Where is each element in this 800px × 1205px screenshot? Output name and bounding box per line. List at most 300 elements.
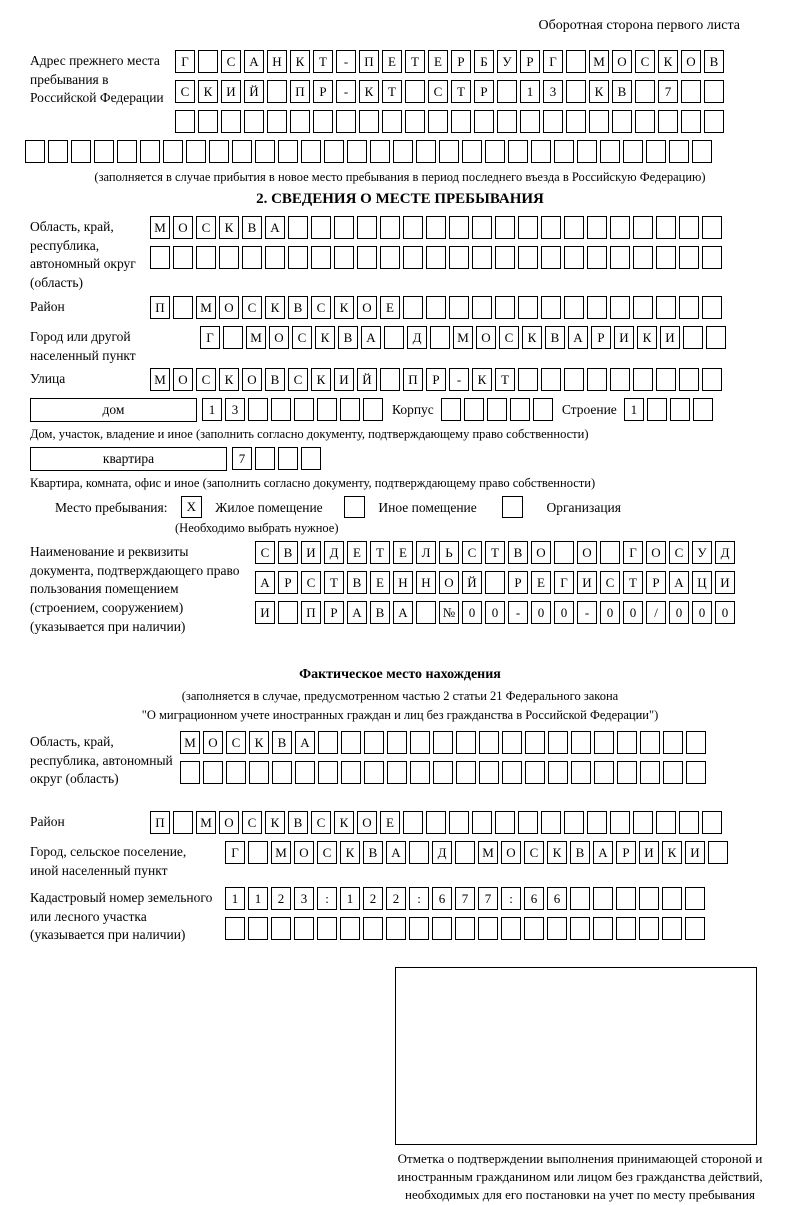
char-cell <box>589 110 609 133</box>
char-cell <box>472 296 492 319</box>
char-cell <box>571 761 591 784</box>
char-cell: Р <box>508 571 528 594</box>
char-cell <box>541 368 561 391</box>
char-cell: О <box>242 368 262 391</box>
char-cell <box>290 110 310 133</box>
char-cell <box>295 761 315 784</box>
char-cell <box>357 246 377 269</box>
char-cell <box>455 841 475 864</box>
char-cell <box>531 140 551 163</box>
char-grid-row <box>202 398 386 417</box>
char-cell <box>186 140 206 163</box>
char-cell: Т <box>370 541 390 564</box>
char-cell <box>640 731 660 754</box>
char-cell: К <box>219 368 239 391</box>
char-cell <box>497 110 517 133</box>
char-cell <box>495 246 515 269</box>
char-grid-row <box>25 140 800 164</box>
checkbox-residential: X <box>181 496 202 518</box>
char-cell <box>679 368 699 391</box>
char-cell: И <box>639 841 659 864</box>
char-cell: Т <box>451 80 471 103</box>
char-cell: 0 <box>485 601 505 624</box>
char-cell: 7 <box>478 887 498 910</box>
district-block <box>0 296 800 320</box>
char-cell: Р <box>520 50 540 73</box>
char-cell <box>428 110 448 133</box>
char-cell <box>209 140 229 163</box>
city-label: Город или другой населенный пункт <box>30 329 136 363</box>
char-cell <box>635 110 655 133</box>
char-cell <box>370 140 390 163</box>
char-cell <box>518 296 538 319</box>
char-cell <box>173 811 193 834</box>
char-cell: С <box>175 80 195 103</box>
char-cell <box>439 140 459 163</box>
char-cell <box>623 140 643 163</box>
stay-type-caption: (Необходимо выбрать нужное) <box>175 521 339 535</box>
char-cell <box>426 246 446 269</box>
char-cell <box>221 110 241 133</box>
char-cell: Т <box>495 368 515 391</box>
char-cell: Р <box>426 368 446 391</box>
char-cell <box>518 246 538 269</box>
char-cell: Т <box>485 541 505 564</box>
char-cell <box>364 731 384 754</box>
char-cell <box>267 80 287 103</box>
char-cell <box>198 50 218 73</box>
char-cell <box>403 811 423 834</box>
char-grid-row <box>255 601 800 625</box>
stamp-caption: Отметка о подтверждении выполнения принимающей стороной и иностранным гражданином или лицом без гражданства действий, необходимых для его постановки на учет по месту пребывания <box>397 1151 763 1203</box>
char-cell: Б <box>474 50 494 73</box>
char-cell <box>449 811 469 834</box>
house-box-label: дом <box>30 398 197 422</box>
char-cell: С <box>196 368 216 391</box>
char-cell <box>248 841 268 864</box>
char-cell <box>265 246 285 269</box>
char-cell: 0 <box>554 601 574 624</box>
char-cell <box>593 887 613 910</box>
char-cell: Н <box>393 571 413 594</box>
char-cell <box>610 368 630 391</box>
char-cell <box>554 541 574 564</box>
char-cell: О <box>219 811 239 834</box>
char-cell: У <box>497 50 517 73</box>
char-cell: Г <box>554 571 574 594</box>
char-cell <box>478 917 498 940</box>
char-cell: А <box>265 216 285 239</box>
char-cell <box>456 761 476 784</box>
char-cell: 1 <box>202 398 222 421</box>
char-cell <box>685 887 705 910</box>
char-cell <box>541 216 561 239</box>
char-cell <box>610 246 630 269</box>
char-cell: № <box>439 601 459 624</box>
char-cell <box>692 140 712 163</box>
char-cell: К <box>311 368 331 391</box>
char-cell: Г <box>623 541 643 564</box>
char-cell: С <box>301 571 321 594</box>
char-cell: - <box>336 80 356 103</box>
char-cell: В <box>242 216 262 239</box>
char-cell: М <box>589 50 609 73</box>
char-cell <box>617 761 637 784</box>
char-cell <box>547 917 567 940</box>
char-cell: 3 <box>225 398 245 421</box>
char-cell <box>403 216 423 239</box>
char-grid-row <box>225 841 800 865</box>
char-cell <box>267 110 287 133</box>
char-cell <box>600 541 620 564</box>
char-cell: В <box>704 50 724 73</box>
char-cell: К <box>522 326 542 349</box>
char-cell <box>663 761 683 784</box>
char-cell <box>669 140 689 163</box>
char-cell: С <box>288 368 308 391</box>
char-cell <box>554 140 574 163</box>
char-cell <box>318 761 338 784</box>
char-cell: : <box>501 887 521 910</box>
char-cell <box>426 811 446 834</box>
char-cell: Т <box>324 571 344 594</box>
char-cell <box>387 761 407 784</box>
actual-location-caption1: (заполняется в случае, предусмотренном частью 2 статьи 21 Федерального закона <box>181 689 619 703</box>
char-cell <box>543 110 563 133</box>
char-cell: А <box>255 571 275 594</box>
region-block <box>0 216 800 294</box>
char-cell <box>416 140 436 163</box>
char-cell <box>301 447 321 470</box>
checkbox-other-premises <box>344 496 365 518</box>
char-cell <box>686 761 706 784</box>
street-block <box>0 368 800 392</box>
char-cell <box>670 398 690 421</box>
char-cell <box>647 398 667 421</box>
region-label: Область, край, республика, автономный округ (область) <box>30 219 136 290</box>
char-cell <box>501 917 521 940</box>
option-other-premises-label: Иное помещение <box>378 500 477 515</box>
char-cell <box>479 731 499 754</box>
char-cell: 1 <box>340 887 360 910</box>
char-cell <box>288 246 308 269</box>
char-cell <box>472 811 492 834</box>
char-cell <box>472 216 492 239</box>
char-cell <box>403 296 423 319</box>
char-cell: Е <box>531 571 551 594</box>
char-cell: К <box>340 841 360 864</box>
char-cell: У <box>692 541 712 564</box>
char-cell <box>564 246 584 269</box>
char-cell <box>656 216 676 239</box>
char-cell: Г <box>543 50 563 73</box>
char-cell <box>196 246 216 269</box>
char-cell <box>405 110 425 133</box>
char-cell: М <box>453 326 473 349</box>
document-block <box>0 541 800 657</box>
char-cell <box>340 917 360 940</box>
char-cell: Р <box>313 80 333 103</box>
char-cell <box>702 246 722 269</box>
char-cell <box>341 731 361 754</box>
option-organization-label: Организация <box>546 500 621 515</box>
char-cell: К <box>472 368 492 391</box>
char-cell: Р <box>324 601 344 624</box>
char-cell: Е <box>380 296 400 319</box>
char-cell <box>518 811 538 834</box>
char-cell <box>48 140 68 163</box>
char-cell: М <box>150 368 170 391</box>
char-cell: Й <box>244 80 264 103</box>
char-cell: С <box>196 216 216 239</box>
char-cell: О <box>531 541 551 564</box>
char-cell <box>433 731 453 754</box>
char-cell: В <box>370 601 390 624</box>
char-cell: М <box>196 296 216 319</box>
char-cell <box>294 398 314 421</box>
char-cell <box>525 761 545 784</box>
char-cell <box>702 368 722 391</box>
char-grid-row <box>150 216 800 240</box>
char-cell: А <box>244 50 264 73</box>
checkbox-organization <box>502 496 523 518</box>
confirmation-stamp-box <box>395 967 757 1145</box>
section2-title: 2. СВЕДЕНИЯ О МЕСТЕ ПРЕБЫВАНИЯ <box>256 191 544 207</box>
char-cell: Й <box>462 571 482 594</box>
char-cell: В <box>272 731 292 754</box>
char-grid-row <box>175 50 800 74</box>
char-cell <box>662 887 682 910</box>
char-cell <box>393 140 413 163</box>
char-cell: В <box>363 841 383 864</box>
char-cell <box>633 246 653 269</box>
char-cell: О <box>612 50 632 73</box>
char-cell <box>704 110 724 133</box>
char-cell: И <box>614 326 634 349</box>
char-cell <box>380 216 400 239</box>
char-cell: Т <box>623 571 643 594</box>
char-cell <box>456 731 476 754</box>
char-cell: С <box>600 571 620 594</box>
char-cell: С <box>292 326 312 349</box>
char-cell <box>403 246 423 269</box>
char-cell <box>594 761 614 784</box>
char-cell <box>25 140 45 163</box>
char-grid-row <box>175 80 800 104</box>
char-cell <box>593 917 613 940</box>
char-cell: И <box>301 541 321 564</box>
char-cell: П <box>403 368 423 391</box>
char-cell: В <box>288 811 308 834</box>
char-cell: И <box>715 571 735 594</box>
char-cell: В <box>265 368 285 391</box>
char-cell <box>656 811 676 834</box>
char-cell: Г <box>175 50 195 73</box>
char-cell: А <box>361 326 381 349</box>
char-cell: А <box>295 731 315 754</box>
char-cell <box>301 140 321 163</box>
char-cell: М <box>180 731 200 754</box>
char-cell <box>455 917 475 940</box>
char-cell: В <box>612 80 632 103</box>
char-cell: 7 <box>455 887 475 910</box>
char-cell <box>180 761 200 784</box>
char-cell <box>566 110 586 133</box>
char-cell <box>278 601 298 624</box>
char-cell: С <box>226 731 246 754</box>
char-cell <box>640 761 660 784</box>
char-cell <box>485 571 505 594</box>
char-grid-row <box>624 398 716 417</box>
char-cell <box>686 731 706 754</box>
char-cell <box>324 140 344 163</box>
char-cell: А <box>393 601 413 624</box>
char-cell <box>426 296 446 319</box>
char-cell: 3 <box>294 887 314 910</box>
char-cell: В <box>545 326 565 349</box>
char-cell <box>405 80 425 103</box>
char-cell: О <box>476 326 496 349</box>
char-cell: С <box>221 50 241 73</box>
char-cell: К <box>658 50 678 73</box>
char-cell <box>679 246 699 269</box>
char-cell <box>219 246 239 269</box>
char-grid-row <box>150 368 800 392</box>
char-cell: 6 <box>524 887 544 910</box>
char-cell <box>708 841 728 864</box>
char-cell: 0 <box>669 601 689 624</box>
char-cell <box>487 398 507 421</box>
char-cell: 1 <box>225 887 245 910</box>
char-cell: П <box>290 80 310 103</box>
char-cell: С <box>242 811 262 834</box>
char-cell: 0 <box>462 601 482 624</box>
char-cell: 6 <box>547 887 567 910</box>
char-cell <box>449 246 469 269</box>
char-cell <box>71 140 91 163</box>
char-cell: В <box>338 326 358 349</box>
char-cell <box>232 140 252 163</box>
char-cell: О <box>439 571 459 594</box>
char-cell <box>433 761 453 784</box>
char-cell: 1 <box>248 887 268 910</box>
char-cell <box>485 140 505 163</box>
char-cell <box>658 110 678 133</box>
actual-city-label: Город, сельское поселение, иной населенный пункт <box>30 844 187 878</box>
actual-region-label: Область, край, республика, автономный округ (область) <box>30 734 173 787</box>
char-cell: М <box>478 841 498 864</box>
char-cell <box>502 761 522 784</box>
char-cell <box>272 761 292 784</box>
char-cell <box>566 80 586 103</box>
char-cell <box>341 761 361 784</box>
char-cell: С <box>311 296 331 319</box>
char-cell <box>616 887 636 910</box>
char-cell <box>681 110 701 133</box>
char-cell <box>704 80 724 103</box>
char-cell <box>474 110 494 133</box>
char-cell <box>278 447 298 470</box>
char-cell <box>564 811 584 834</box>
char-cell: К <box>265 811 285 834</box>
char-cell <box>570 887 590 910</box>
char-cell <box>656 296 676 319</box>
char-cell <box>587 296 607 319</box>
char-cell: В <box>570 841 590 864</box>
char-cell: Г <box>225 841 245 864</box>
char-cell: А <box>347 601 367 624</box>
char-cell <box>409 917 429 940</box>
char-cell: И <box>255 601 275 624</box>
char-cell <box>564 216 584 239</box>
char-cell: : <box>317 887 337 910</box>
char-cell <box>313 110 333 133</box>
char-cell: К <box>359 80 379 103</box>
char-cell: 3 <box>543 80 563 103</box>
char-cell <box>198 110 218 133</box>
char-cell <box>364 761 384 784</box>
char-cell <box>495 216 515 239</box>
char-cell <box>520 110 540 133</box>
char-cell <box>334 216 354 239</box>
char-cell: О <box>357 296 377 319</box>
char-cell: 0 <box>715 601 735 624</box>
char-cell <box>173 296 193 319</box>
char-cell <box>271 917 291 940</box>
char-cell <box>702 296 722 319</box>
char-cell <box>685 917 705 940</box>
char-cell: Т <box>405 50 425 73</box>
char-cell: К <box>249 731 269 754</box>
char-cell <box>679 216 699 239</box>
char-cell: О <box>269 326 289 349</box>
char-cell <box>510 398 530 421</box>
char-cell: А <box>669 571 689 594</box>
apartment-line <box>30 447 800 473</box>
char-cell <box>117 140 137 163</box>
char-cell <box>318 731 338 754</box>
char-cell: К <box>334 296 354 319</box>
char-cell: Ц <box>692 571 712 594</box>
char-cell <box>656 368 676 391</box>
char-cell: И <box>685 841 705 864</box>
char-cell <box>706 326 726 349</box>
char-cell: О <box>203 731 223 754</box>
char-cell: И <box>334 368 354 391</box>
char-cell: / <box>646 601 666 624</box>
char-cell: К <box>589 80 609 103</box>
char-cell: 2 <box>271 887 291 910</box>
char-cell: И <box>221 80 241 103</box>
char-cell <box>163 140 183 163</box>
char-cell <box>564 296 584 319</box>
char-cell: 6 <box>432 887 452 910</box>
char-cell <box>288 216 308 239</box>
char-cell <box>587 811 607 834</box>
char-grid-row <box>232 447 324 466</box>
char-cell: Е <box>393 541 413 564</box>
char-cell <box>430 326 450 349</box>
char-cell <box>518 368 538 391</box>
char-cell <box>449 296 469 319</box>
char-cell <box>249 761 269 784</box>
actual-location-title: Фактическое место нахождения <box>299 667 501 682</box>
char-cell <box>502 731 522 754</box>
char-cell <box>472 246 492 269</box>
char-cell <box>518 216 538 239</box>
char-cell: О <box>577 541 597 564</box>
char-cell <box>451 110 471 133</box>
